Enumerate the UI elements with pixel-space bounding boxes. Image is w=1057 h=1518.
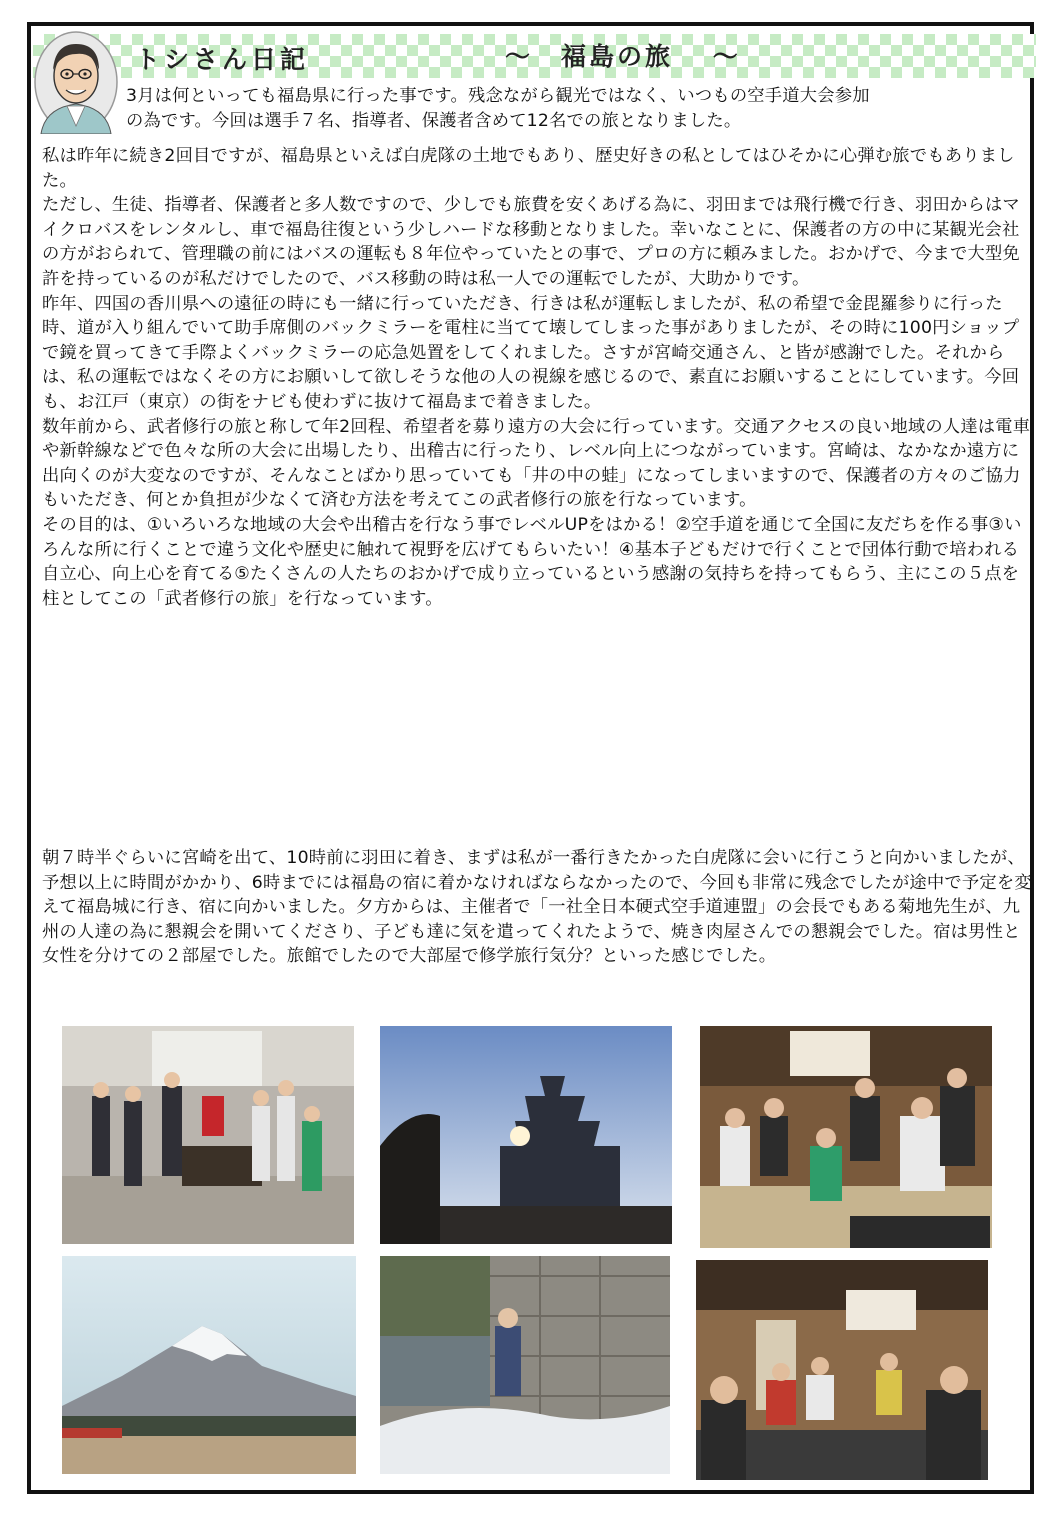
header-title: トシさん日記 — [135, 45, 310, 74]
header-subtitle: ～ 福島の旅 ～ — [505, 42, 741, 71]
article-body — [42, 144, 1036, 611]
intro-line-1: 3月は何といっても福島県に行った事です。残念ながら観光ではなく、いつもの空手道大会参加 — [126, 86, 870, 106]
paragraph: ただし、生徒、指導者、保護者と多人数ですので、少しでも旅費を安くあげる為に、羽田までは飛行機で行き、羽田からはマイクロバスをレンタルし、車で福島往復という少しハードな移動となりました。幸いなことに、保護者の方の中に某観光会社の方がおられて、管理職の前にはバスの運転も８年位やっていたとの事で、プロの方に頼みました。おかげで、今まで大型免許を持っているのが私だけでしたので、バス移動の時は私一人での運転でしたが、大助かりです。 — [42, 195, 1020, 289]
paragraph: 数年前から、武者修行の旅と称して年2回程、希望者を募り遠方の大会に行っています。交通アクセスの良い地域の人達は電車や新幹線などで色々な所の大会に出場したり、出稽古に行ったり、レベル向上につながっています。宮崎は、なかなか遠方に出向くのが大変なのですが、そんなことばかり思っていても「井の中の蛙」になってしまいますので、保護者の方々のご協力もいただき、何とか負担が少なくて済む方法を考えてこの武者修行の旅を行なっています。 — [42, 416, 1031, 511]
paragraph: 昨年、四国の香川県への遠征の時にも一緒に行っていただき、行きは私が運転しましたが、私の希望で金毘羅参りに行った時、道が入り組んでいて助手席側のバックミラーを電柱に当てて壊してしまった事がありましたが、その時に100円ショップで鏡を買ってきて手際よくバックミラーの応急処置をしてくれました。さすが宮崎交通さん、と皆が感謝でした。それからは、私の運転ではなくその方にお願いして欲しそうな他の人の視線を感じるので、素直にお願いすることにしています。今回も、お江戸（東京）の街をナビも使わずに抜けて福島まで着きました。 — [42, 293, 1020, 412]
photo-mountain — [62, 1256, 356, 1474]
article-body-2 — [42, 846, 1036, 969]
paragraph: 朝７時半ぐらいに宮崎を出て、10時前に羽田に着き、まずは私が一番行きたかった白虎隊に会いに行こうと向かいましたが、予想以上に時間がかかり、6時までには福島の宿に着かなければならなかったので、今回も非常に残念でしたが途中で予定を変えて福島城に行き、宿に向かいました。夕方からは、主催者で「一社全日本硬式空手道連盟」の会長でもある菊地先生が、九州の人達の為に懇親会を開いてくださり、子ども達に気を遣ってくれたようで、焼き肉屋さんでの懇親会でした。宿は男性と女性を分けての２部屋でした。旅館でしたので大部屋で修学旅行気分？といった感じでした。 — [42, 848, 1032, 967]
intro-line-2: の為です。今回は選手７名、指導者、保護者含めて12名での旅となりました。 — [126, 110, 742, 131]
photo-kids-group — [62, 1026, 354, 1244]
paragraph: 私は昨年に続き2回目ですが、福島県といえば白虎隊の土地でもあり、歴史好きの私としてはひそかに心弾む旅でもありました。 — [42, 146, 1015, 191]
paragraph: その目的は、①いろいろな地域の大会や出稽古を行なう事でレベルUPをはかる！②空手道を通じて全国に友だちを作る事③いろんな所に行くことで違う文化や歴史に触れて視野を広げてもらいたい！④基本子どもだけで行くことで団体行動で培われる自立心、向上心を育てる⑤たくさんの人たちのおかげで成り立っているという感謝の気持ちを持ってもらう、主にこの５点を柱としてこの「武者修行の旅」を行なっています。 — [42, 514, 1022, 609]
author-avatar — [33, 30, 119, 134]
photo-stone-wall — [380, 1256, 670, 1474]
photo-dinner-hall — [696, 1260, 988, 1480]
intro-text — [126, 84, 1026, 133]
photo-restaurant-group — [700, 1026, 992, 1248]
photo-castle — [380, 1026, 672, 1244]
